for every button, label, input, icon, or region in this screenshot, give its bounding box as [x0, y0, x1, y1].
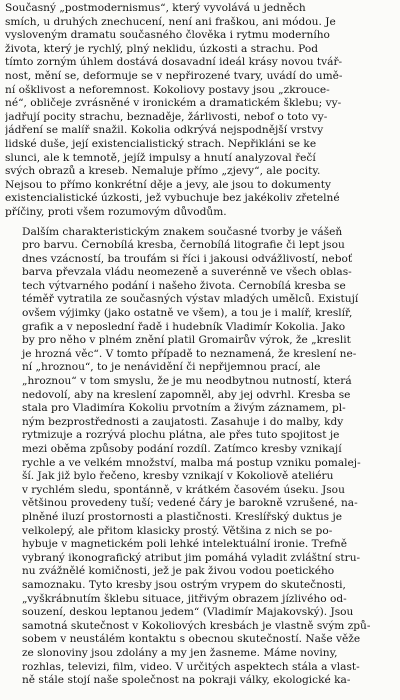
text-line: velkolepý, ale přitom klasicky prostý. Většina z nich se po-: [21, 524, 333, 537]
text-line: samotná skutečnost v Kokoliových kresbách je vlastně svým způ-: [21, 619, 371, 632]
text-line: existencialistické úzkosti, jež vybuchuje bez jakékoliv zřetelné: [5, 192, 340, 205]
text-line: jádření se malíř snažil. Kokolia odkrývá nejspodnější vrstvy: [5, 124, 324, 137]
text-line: ným bezprostřednosti a zaujatosti. Zasahuje i do malby, kdy: [21, 415, 344, 428]
text-line: rytmizuje a rozrývá plochu plátna, ale přes tuto spojitost je: [21, 429, 340, 442]
text-line: tech výtvarného podání i našeho života. Černobílá kresba se: [21, 279, 346, 292]
text-line: svých obrazů a kreseb. Nemaluje přímo „zjevy“, ale pocity.: [5, 165, 321, 178]
text-line: grafik a v neposlední řadě i hudebník Vladimír Kokolia. Jako: [21, 320, 346, 333]
text-line: stala pro Vladimíra Kokoliu prvotním a živým záznamem, pl-: [21, 402, 346, 415]
text-line: života, který je rychlý, plný neklidu, úzkosti a strachu. Pod: [5, 42, 318, 55]
text-line: smích, u druhých znechucení, není ani fraškou, ani módou. Je: [5, 15, 336, 28]
text-line: je hrozná věc“. V tomto případě to neznamená, že kreslení ne-: [21, 347, 357, 360]
text-line: téměř vytratila ze současných výstav mladých umělců. Existují: [21, 293, 359, 306]
text-line: „vyškrábnutím šklebu situace, jitřivým obrazem jízlivého od-: [21, 592, 347, 605]
text-line: vybraný ikonografický atribut jim pomáhá vyladit zvláštní stru-: [21, 551, 361, 564]
text-line: vysloveným dramatu současného člověka i rytmu moderního: [5, 29, 330, 42]
text-line: pro barvu. Černobílá kresba, černobílá litografie či lept jsou: [21, 239, 345, 252]
text-line: většinou provedeny tuší; vedené čáry je barokně vzrušené, na-: [21, 497, 358, 510]
text-line: ovšem výjimky (jako ostatně ve všem), a tou je i malíř, kreslíř,: [21, 307, 353, 320]
text-line: dnes vzácností, ba troufám si říci i jakousi odvážlivostí, neboť: [21, 252, 353, 265]
text-line: barva převzala vládu neomezeně a suverénně ve všech oblas-: [21, 266, 352, 279]
article-text: [5, 2, 394, 688]
text-line: tímto zorným úhlem dostává dosavadní ideál krásy novou tvář-: [5, 56, 343, 69]
text-line: ší. Jak již bylo řečeno, kresby vznikají v Kokoliově ateliéru: [21, 470, 334, 483]
text-line: Současný „postmodernismus“, který vyvolává u jedněch: [5, 2, 306, 14]
text-line: příčiny, proti všem rozumovým důvodům.: [5, 205, 227, 218]
text-line: lidské duše, její existencialistický strach. Nepřikláni se ke: [5, 137, 317, 150]
text-line: né“, obličeje zvrásněné v ironickém a dramatickém šklebu; vy-: [5, 97, 342, 110]
paragraph: [5, 226, 394, 688]
text-line: sobem v neustálém kontaktu s obecnou skutečností. Naše věže: [21, 633, 361, 646]
text-line: v rychlém sledu, spontánně, v krátkém časovém úseku. Jsou: [21, 483, 345, 496]
text-line: ze slonoviny jsou zdolány a my jen žasneme. Máme noviny,: [21, 646, 338, 659]
text-line: ně stále stojí naše společnost na pokraji války, ekologické ka-: [21, 674, 351, 687]
text-line: rychle a ve velkém množství, malba má postup vzniku pomalej-: [21, 456, 361, 469]
text-line: jadřují pocity strachu, beznaděje, žárlivosti, nebof o toto vy-: [5, 110, 328, 123]
text-line: rozhlas, televizi, film, video. V určitých aspektech stála a vlast-: [21, 660, 360, 673]
text-line: nedovolí, aby na kreslení zapomněl, aby jej odvrhl. Kresba se: [21, 388, 351, 401]
text-line: mezi oběma způsoby podání rozdíl. Zatímco kresby vznikají: [21, 443, 342, 455]
text-line: slunci, ale k temnotě, jejíž impulsy a hnutí analyzoval řečí: [5, 151, 316, 164]
text-line: plněné iluzí prostornosti a plastičnosti. Kreslířský duktus je: [21, 510, 343, 523]
text-line: souzení, deskou leptanou jedem“ (Vladimír Majakovský). Jsou: [21, 606, 354, 619]
text-line: Dalším charakteristickým znakem současné tvorby je vášeň: [21, 225, 343, 238]
text-line: by pro něho v plném znění platil Gromairův výrok, že „kreslit: [21, 334, 351, 347]
text-line: ní ošklivost a neforemnost. Kokoliovy postavy jsou „zkrouce-: [5, 83, 330, 96]
text-line: hybuje v magnetickém poli lehké intelektuální ironie. Trefně: [21, 538, 348, 551]
text-line: samoznaku. Tyto kresby jsou ostrým vrypem do skutečnosti,: [21, 578, 346, 591]
paragraph: [5, 2, 394, 220]
text-line: Nejsou to přímo konkrétní děje a jevy, ale jsou to dokumenty: [5, 178, 331, 191]
text-line: nu zvážnělé komičnosti, jež je pak živou vodou poetického: [21, 565, 335, 578]
text-line: nost, mění se, deformuje se v nepřirozené tvary, uvádí do umě-: [5, 69, 343, 82]
text-line: „hroznou“ v tom smyslu, že je mu neodbytnou nutností, která: [21, 375, 352, 388]
text-line: ní „hroznou“, to je nenávidění či nepřijemnou prací, ale: [21, 361, 321, 374]
